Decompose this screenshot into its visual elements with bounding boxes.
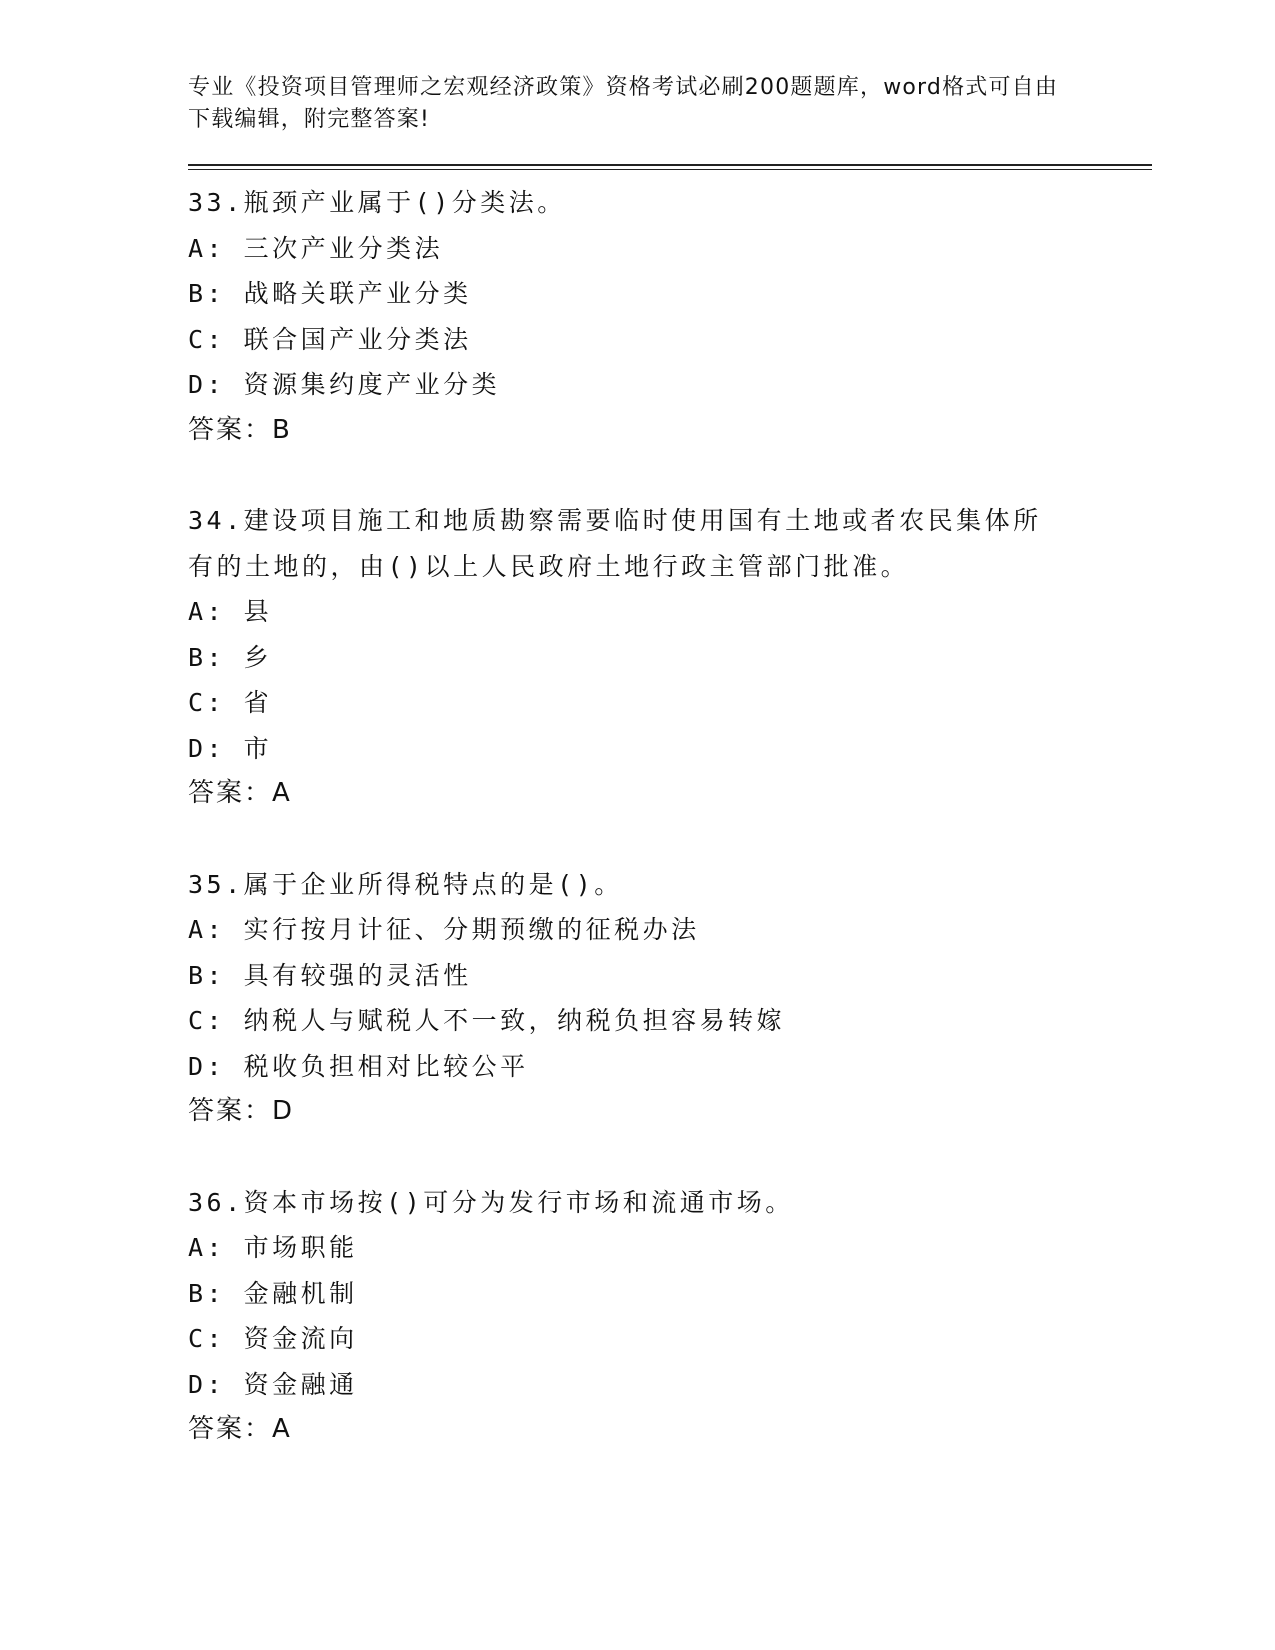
- divider-line-thick: [188, 164, 1152, 166]
- answer-line: 答案：D: [188, 1096, 295, 1126]
- option-a: A: 县: [188, 597, 273, 626]
- option-d: D: 税收负担相对比较公平: [188, 1051, 529, 1081]
- answer-line: 答案：A: [188, 778, 292, 808]
- question-stem: 35.属于企业所得税特点的是()。: [188, 869, 623, 899]
- question-stem: 34.建设项目施工和地质勘察需要临时使用国有土地或者农民集体所有的土地的，由()以上人民政府土地行政主管部门批准。: [188, 506, 1042, 581]
- option-d: D: 资金融通: [188, 1369, 358, 1399]
- question-stem: 36.资本市场按()可分为发行市场和流通市场。: [188, 1187, 794, 1217]
- option-b: B: 乡: [188, 642, 273, 672]
- answer-line: 答案：B: [188, 414, 292, 445]
- option-b: B: 具有较强的灵活性: [188, 960, 472, 990]
- option-b: B: 金融机制: [188, 1278, 358, 1308]
- divider-line-thin: [188, 169, 1152, 170]
- question-36: [188, 1180, 1148, 1453]
- option-c: C: 纳税人与赋税人不一致，纳税负担容易转嫁: [188, 1006, 786, 1035]
- option-a: A: 市场职能: [188, 1233, 358, 1262]
- option-d: D: 市: [188, 733, 273, 763]
- question-stem: 33.瓶颈产业属于()分类法。: [188, 188, 566, 217]
- answer-line: 答案：A: [188, 1414, 292, 1444]
- header-divider: [188, 164, 1152, 170]
- document-page: [188, 72, 1148, 1498]
- question-list: [188, 180, 1148, 1453]
- option-c: C: 省: [188, 688, 273, 717]
- option-d: D: 资源集约度产业分类: [188, 370, 501, 399]
- option-c: C: 联合国产业分类法: [188, 324, 472, 354]
- option-c: C: 资金流向: [188, 1324, 358, 1353]
- question-34: [188, 498, 1148, 817]
- option-a: A: 三次产业分类法: [188, 233, 444, 263]
- question-33: [188, 180, 1148, 453]
- option-a: A: 实行按月计征、分期预缴的征税办法: [188, 915, 700, 944]
- question-35: [188, 862, 1148, 1135]
- option-b: B: 战略关联产业分类: [188, 279, 472, 308]
- document-header: 专业《投资项目管理师之宏观经济政策》资格考试必刷200题题库，word格式可自由下载编辑，附完整答案!: [188, 75, 1059, 132]
